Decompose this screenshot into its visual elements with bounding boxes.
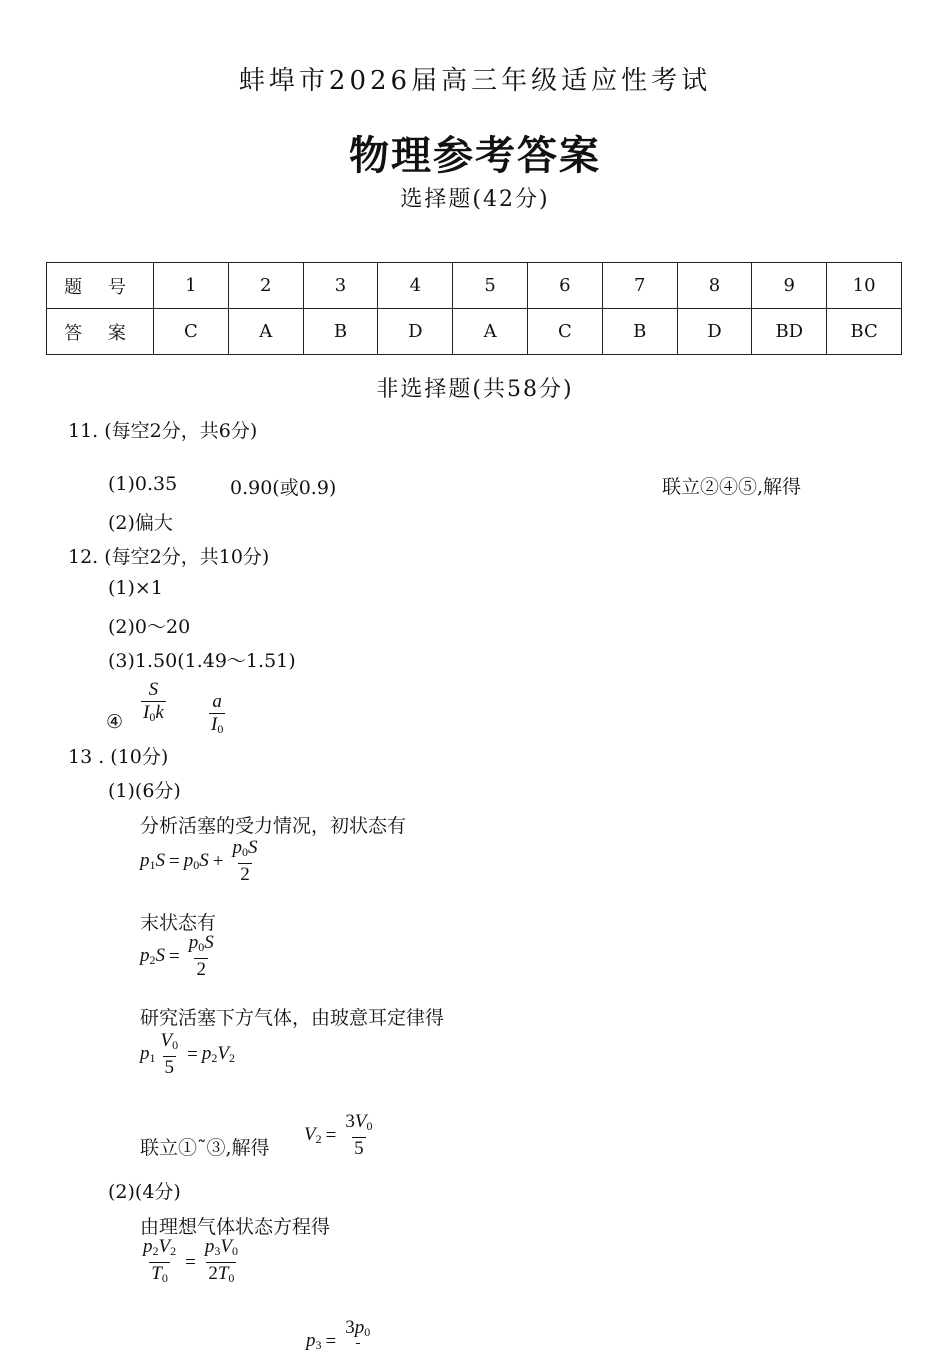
- q12-answer-3: (3)1.50(1.49～1.51): [108, 650, 296, 672]
- formula-ideal-gas: $\frac{p_2V_2}{T_0}$ = $\frac{p_3V_0}{2T_0}$: [138, 1237, 243, 1288]
- table-row-label: 答 案: [47, 309, 154, 355]
- q11-title: 11. (每空2分，共6分): [68, 420, 258, 442]
- answer-cell: BD: [752, 309, 827, 355]
- answer-cell: B: [602, 309, 677, 355]
- answer-cell: D: [378, 309, 453, 355]
- q13-text-initial-state: 分析活塞的受力情况，初状态有: [140, 815, 407, 837]
- answer-cell: D: [677, 309, 752, 355]
- q12-answer-1: (1)×1: [108, 577, 163, 599]
- q13-part2-label: (2)(4分): [108, 1181, 181, 1203]
- exam-title: 蚌埠市2026届高三年级适应性考试: [238, 66, 712, 96]
- question-number: 10: [827, 263, 902, 309]
- q13-part1-label: (1)(6分): [108, 780, 181, 802]
- question-number: 5: [453, 263, 528, 309]
- q13-text-combine: 联立①˜③,解得: [140, 1137, 270, 1159]
- question-number: 4: [378, 263, 453, 309]
- formula-p3-partial: $p_3$ = $3p_0$: [306, 1318, 375, 1365]
- table-row-label: 题 号: [47, 263, 154, 309]
- q13-text-ideal-gas: 由理想气体状态方程得: [140, 1216, 331, 1238]
- q11-answer-1a: (1)0.35: [108, 473, 178, 495]
- question-number: 7: [602, 263, 677, 309]
- question-number: 6: [527, 263, 602, 309]
- q11-answer-2: (2)偏大: [108, 512, 173, 534]
- q11-answer-1b: 0.90(或0.9): [230, 477, 337, 499]
- formula-boyle: $p_1$ $\frac{V_0}{5}$ = $p_2V_2$: [140, 1030, 235, 1078]
- answer-cell: BC: [827, 309, 902, 355]
- q13-title: 13 . (10分): [68, 746, 169, 768]
- answer-cell: C: [527, 309, 602, 355]
- page-title: 物理参考答案: [349, 133, 601, 179]
- table-row-numbers: [47, 263, 902, 309]
- answer-cell: B: [303, 309, 378, 355]
- question-number: 8: [677, 263, 752, 309]
- answer-cell: C: [154, 309, 229, 355]
- formula-v2-result: $V_2$ = $\frac{3V_0}{5}$: [304, 1111, 373, 1159]
- mc-section-heading: 选择题(42分): [400, 187, 550, 212]
- formula-a-over-i0: $\frac{a}{I_0}$: [206, 692, 228, 739]
- formula-s-over-i0k: $\frac{S}{I_0k}$: [138, 680, 169, 727]
- stray-note: 联立②④⑤,解得: [662, 476, 802, 498]
- answer-cell: A: [228, 309, 303, 355]
- formula-initial-state: $p_1S$ = $p_0S$ + $\frac{p_0S}{2}$: [140, 837, 258, 885]
- q12-answer-4-marker: ④: [106, 711, 124, 733]
- table-row-answers: [47, 309, 902, 355]
- question-number: 2: [228, 263, 303, 309]
- formula-final-state: $p_2S$ = $\frac{p_0S}{2}$: [140, 932, 214, 980]
- q12-title: 12. (每空2分，共10分): [68, 546, 270, 568]
- non-mc-section-heading: 非选择题(共58分): [376, 377, 574, 402]
- question-number: 9: [752, 263, 827, 309]
- q13-text-final-state: 末状态有: [140, 912, 217, 934]
- answer-table: [46, 262, 902, 355]
- q12-answer-2: (2)0～20: [108, 616, 191, 638]
- question-number: 3: [303, 263, 378, 309]
- question-number: 1: [154, 263, 229, 309]
- answer-cell: A: [453, 309, 528, 355]
- q13-text-boyle: 研究活塞下方气体，由玻意耳定律得: [140, 1007, 445, 1029]
